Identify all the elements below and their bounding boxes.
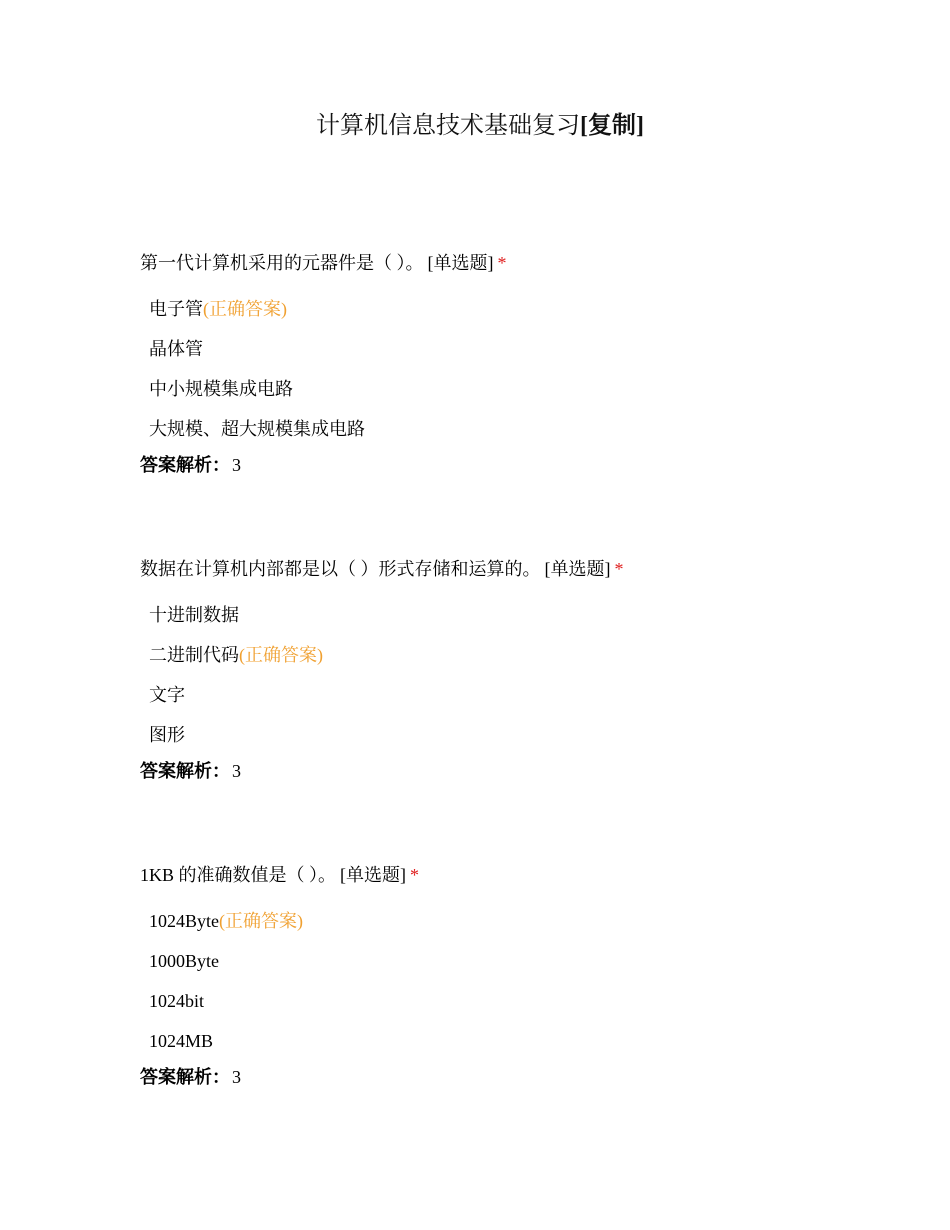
option-text: 图形 — [149, 725, 185, 745]
option-list — [140, 602, 860, 748]
option-item — [140, 682, 860, 708]
answer-analysis — [140, 758, 860, 784]
option-text: 1000Byte — [149, 951, 219, 971]
option-text: 电子管 — [149, 299, 203, 319]
answer-analysis — [140, 1064, 860, 1090]
option-text: 十进制数据 — [149, 605, 239, 625]
correct-answer-mark: (正确答案) — [203, 299, 287, 319]
question-type-tag: [单选题] — [340, 865, 407, 885]
option-item — [140, 416, 860, 442]
option-list — [140, 908, 860, 1054]
question-type-tag: [单选题] — [427, 253, 494, 273]
option-text: 1024Byte — [149, 911, 219, 931]
analysis-value: 3 — [232, 1067, 241, 1087]
question-1 — [140, 250, 860, 478]
option-item — [140, 1028, 860, 1054]
question-3 — [140, 862, 860, 1090]
option-text: 大规模、超大规模集成电路 — [149, 419, 365, 439]
correct-answer-mark: (正确答案) — [219, 911, 303, 931]
option-item — [140, 336, 860, 362]
option-text: 1024MB — [149, 1031, 214, 1051]
analysis-label: 答案解析： — [140, 761, 230, 781]
analysis-label: 答案解析： — [140, 1067, 230, 1087]
page-title-main: 计算机信息技术基础复习 — [316, 113, 580, 139]
analysis-value: 3 — [232, 455, 241, 475]
page-title-suffix: [复制] — [580, 113, 644, 139]
option-text: 中小规模集成电路 — [149, 379, 293, 399]
question-stem — [140, 556, 860, 582]
question-text: 数据在计算机内部都是以（ ）形式存储和运算的。 — [140, 559, 541, 579]
analysis-value: 3 — [232, 761, 241, 781]
question-text: 第一代计算机采用的元器件是（ ）。 — [140, 253, 424, 273]
option-item — [140, 376, 860, 402]
required-star: * — [614, 559, 624, 579]
question-type-tag: [单选题] — [544, 559, 611, 579]
option-list — [140, 296, 860, 442]
correct-answer-mark: (正确答案) — [239, 645, 323, 665]
analysis-label: 答案解析： — [140, 455, 230, 475]
option-text: 1024bit — [149, 991, 205, 1011]
page-title — [0, 110, 950, 142]
required-star: * — [497, 253, 507, 273]
question-stem — [140, 862, 860, 888]
option-item — [140, 908, 860, 934]
option-item — [140, 988, 860, 1014]
required-star: * — [410, 865, 420, 885]
option-item — [140, 602, 860, 628]
question-2 — [140, 556, 860, 784]
option-item — [140, 296, 860, 322]
option-item — [140, 642, 860, 668]
question-text: 1KB 的准确数值是（ ）。 — [140, 865, 337, 885]
option-item — [140, 722, 860, 748]
option-item — [140, 948, 860, 974]
answer-analysis — [140, 452, 860, 478]
option-text: 文字 — [149, 685, 185, 705]
option-text: 二进制代码 — [149, 645, 239, 665]
question-stem — [140, 250, 860, 276]
option-text: 晶体管 — [149, 339, 203, 359]
